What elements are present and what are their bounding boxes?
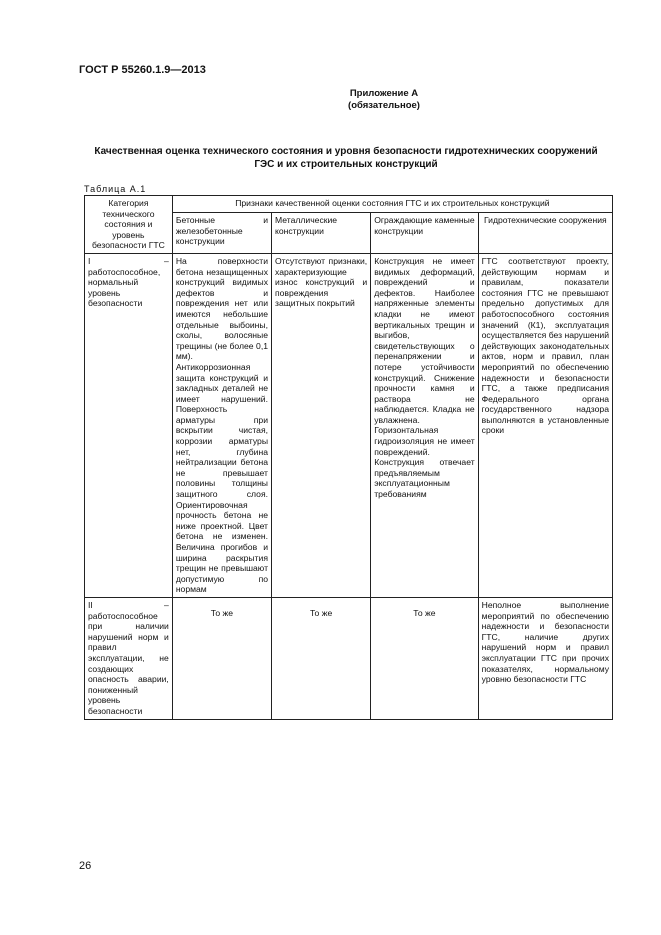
- row2-concrete: То же: [172, 597, 271, 719]
- document-title: Качественная оценка технического состояния и уровня безопасности гидротехнических сооружений ГЭС и их строительных конструкций: [94, 146, 598, 170]
- header-concrete: Бетонные и железобетонные конструкции: [172, 213, 271, 254]
- appendix-heading: [250, 88, 518, 112]
- appendix-label: Приложение А: [349, 88, 419, 99]
- header-category: Категория технического состояния и уровень безопасности ГТС: [85, 196, 173, 254]
- table-header-row: [85, 196, 613, 213]
- document-id: ГОСТ Р 55260.1.9—2013: [79, 64, 206, 76]
- row2-category: II – работоспособное при наличии нарушений норм и правил эксплуатации, не создающих опасность аварии, пониженный уровень безопасности: [85, 597, 173, 719]
- row2-metal: То же: [272, 597, 371, 719]
- table-caption: Таблица А.1: [84, 184, 147, 194]
- table-row: [85, 597, 613, 719]
- table-row: [85, 253, 613, 597]
- appendix-status: (обязательное): [348, 100, 420, 111]
- page-number: 26: [79, 860, 92, 872]
- assessment-table: [84, 195, 613, 720]
- header-group: Признаки качественной оценки состояния ГТС и их строительных конструкций: [172, 196, 612, 213]
- row1-hydro: ГТС соответствуют проекту, действующим нормам и правилам, показатели состояния ГТС не превышают предельно допустимых для работоспособного состояния значений (К1), эксплуатация осуществляется без нарушений действующих законодательных актов, норм и правил, план мероприятий по обеспечению надежности и безопасности ГТС, а также предписания Федерального органа государственного надзора выполняются в установленные сроки: [478, 253, 612, 597]
- row1-metal: Отсутствуют признаки, характеризующие износ конструкций и повреждения защитных покрытий: [272, 253, 371, 597]
- row1-category: I – работоспособное, нормальный уровень безопасности: [85, 253, 173, 597]
- header-hydro: Гидротехнические сооружения: [478, 213, 612, 254]
- row2-masonry: То же: [371, 597, 478, 719]
- header-masonry: Ограждающие каменные конструкции: [371, 213, 478, 254]
- row1-concrete: На поверхности бетона незащищенных конструкций видимых дефектов и повреждения нет или имеются небольшие отдельные выбоины, сколы, волосяные трещины (не более 0,1 мм). Антикоррозионная защита конструкций и закладных деталей не имеет нарушений. Поверхность арматуры при вскрытии чистая, коррозии арматуры нет, глубина нейтрализации бетона не превышает половины толщины защитного слоя. Ориентировочная прочность бетона не ниже проектной. Цвет бетона не изменен. Величина прогибов и ширина раскрытия трещин не превышают допустимую по нормам: [172, 253, 271, 597]
- row1-masonry: Конструкция не имеет видимых деформаций, повреждений и дефектов. Наиболее напряженные элементы кладки не имеют вертикальных трещин и выгибов, свидетельствующих о перенапряжении и потере устойчивости конструкций. Снижение прочности камня и раствора не наблюдается. Кладка не увлажнена. Горизонтальная гидроизоляция не имеет повреждений. Конструкция отвечает предъявляемым эксплуатационным требованиям: [371, 253, 478, 597]
- header-metal: Металлические конструкции: [272, 213, 371, 254]
- row2-hydro: Неполное выполнение мероприятий по обеспечению надежности и безопасности ГТС, наличие других нарушений норм и правил эксплуатации ГТС при прочих показателях, нормальному уровню безопасности ГТС: [478, 597, 612, 719]
